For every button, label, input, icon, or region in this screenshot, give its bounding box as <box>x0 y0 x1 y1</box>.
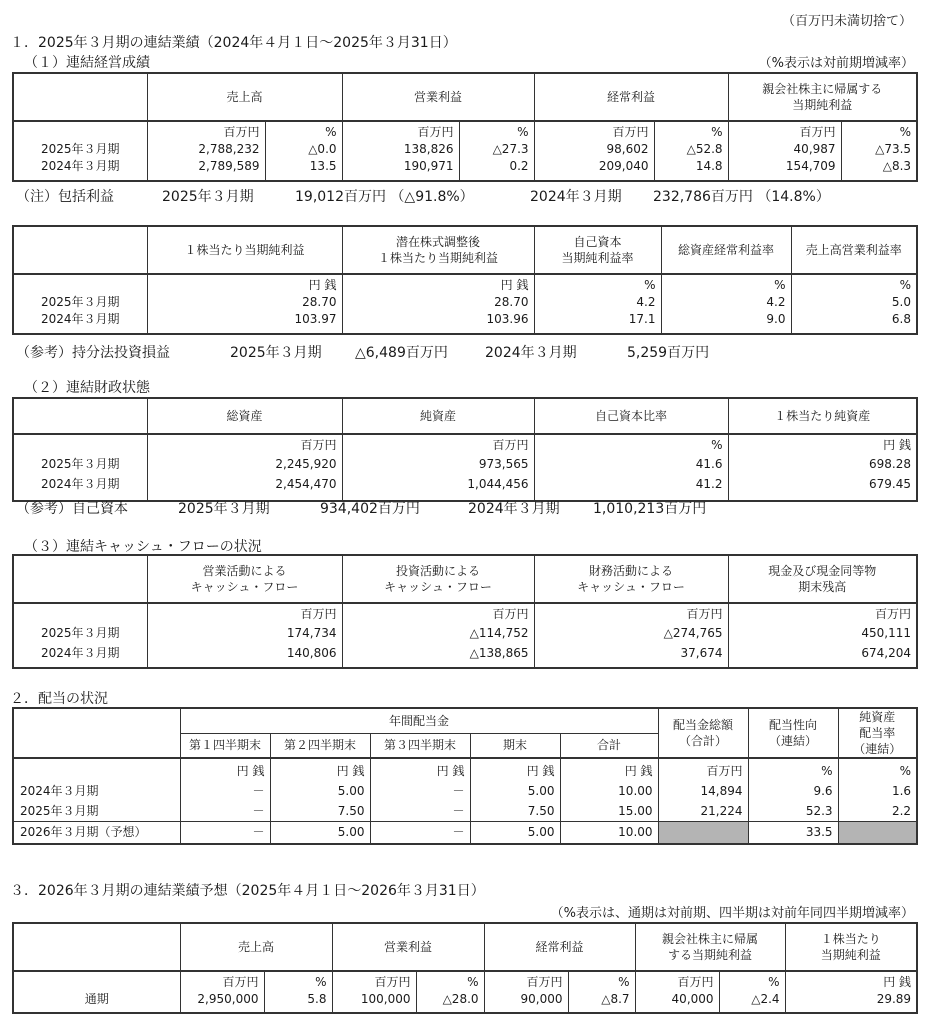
cash-balance-values: 百万円 450,111 674,204 <box>728 603 917 668</box>
roe-values: % 4.2 17.1 <box>534 274 661 334</box>
total-assets-values: 百万円 2,245,920 2,454,470 <box>147 434 342 501</box>
header-equity-ratio: 自己資本比率 <box>534 398 728 434</box>
forecast-table <box>12 922 918 1014</box>
forecast-q2: 5.00 <box>270 822 370 844</box>
operating-profit-forecast-pct: % △28.0 <box>416 971 484 1013</box>
cash-flow-table <box>12 554 918 669</box>
total-values: 円 銭 10.00 15.00 <box>560 758 658 822</box>
equity-method-period2: 2024年３月期 <box>485 345 577 361</box>
row-labels: 2025年３月期 2024年３月期 <box>13 274 147 334</box>
net-assets-values: 百万円 973,565 1,044,456 <box>342 434 534 501</box>
row-labels: 2024年３月期 2025年３月期 <box>13 758 180 822</box>
q2-values: 円 銭 5.00 7.50 <box>270 758 370 822</box>
net-income-pct: % △73.5 △8.3 <box>841 121 917 181</box>
header-diluted-eps: 潜在株式調整後 １株当たり当期純利益 <box>342 226 534 274</box>
equity-method-value1: △6,489百万円 <box>355 345 448 361</box>
ordinary-profit-amount: 百万円 98,602 209,040 <box>534 121 654 181</box>
header-blank <box>13 708 180 758</box>
unit-note: （百万円未満切捨て） <box>781 14 912 29</box>
header-ordinary-profit: 経常利益 <box>484 923 635 971</box>
eps-forecast: 円 銭 29.89 <box>785 971 917 1013</box>
header-q3: 第３四半期末 <box>370 733 470 758</box>
header-operating-profit: 営業利益 <box>342 73 534 121</box>
sub1-pct-note: （%表示は対前期増減率） <box>758 56 914 71</box>
equity-capital-value2: 1,010,213百万円 <box>593 501 707 517</box>
comprehensive-income-value2: 232,786百万円 （14.8%） <box>653 189 830 205</box>
header-total-dividends: 配当金総額 （合計） <box>658 708 748 758</box>
section1-title: １．2025年３月期の連結業績（2024年４月１日～2025年３月31日） <box>10 35 457 51</box>
diluted-eps-values: 円 銭 28.70 103.96 <box>342 274 534 334</box>
forecast-q1: － <box>180 822 270 844</box>
header-total-assets: 総資産 <box>147 398 342 434</box>
forecast-year-end: 5.00 <box>470 822 560 844</box>
equity-method-value2: 5,259百万円 <box>627 345 710 361</box>
q1-values: 円 銭 － － <box>180 758 270 822</box>
net-sales-amount: 百万円 2,788,232 2,789,589 <box>147 121 265 181</box>
row-labels: 2025年３月期 2024年３月期 <box>13 121 147 181</box>
operating-profit-pct: % △27.3 0.2 <box>459 121 534 181</box>
total-dividends-values: 百万円 14,894 21,224 <box>658 758 748 822</box>
header-financing-cf: 財務活動による キャッシュ・フロー <box>534 555 728 603</box>
header-annual-dividends: 年間配当金 <box>180 708 658 733</box>
header-blank <box>13 226 147 274</box>
header-q2: 第２四半期末 <box>270 733 370 758</box>
equity-ratio-values: % 41.6 41.2 <box>534 434 728 501</box>
operating-results-table <box>12 72 918 182</box>
row-labels: 2025年３月期 2024年３月期 <box>13 603 147 668</box>
forecast-total: 10.00 <box>560 822 658 844</box>
equity-capital-label: （参考）自己資本 <box>16 501 128 517</box>
payout-ratio-values: % 9.6 52.3 <box>748 758 838 822</box>
bps-values: 円 銭 698.28 679.45 <box>728 434 917 501</box>
header-net-assets: 純資産 <box>342 398 534 434</box>
equity-capital-period1: 2025年３月期 <box>178 501 270 517</box>
forecast-total-dividends-shaded <box>658 822 748 844</box>
comprehensive-income-value1: 19,012百万円 （△91.8%） <box>295 189 474 205</box>
eps-values: 円 銭 28.70 103.97 <box>147 274 342 334</box>
net-sales-forecast: 百万円 2,950,000 <box>180 971 264 1013</box>
header-bps: １株当たり純資産 <box>728 398 917 434</box>
year-end-values: 円 銭 5.00 7.50 <box>470 758 560 822</box>
equity-capital-period2: 2024年３月期 <box>468 501 560 517</box>
header-eps: １株当たり当期純利益 <box>147 226 342 274</box>
header-eps: １株当たり 当期純利益 <box>785 923 917 971</box>
header-investing-cf: 投資活動による キャッシュ・フロー <box>342 555 534 603</box>
header-net-sales: 売上高 <box>147 73 342 121</box>
net-income-forecast-pct: % △2.4 <box>719 971 785 1013</box>
sub1-title: （１）連結経営成績 <box>24 55 150 71</box>
q3-values: 円 銭 － － <box>370 758 470 822</box>
header-blank <box>13 73 147 121</box>
ordinary-profit-forecast: 百万円 90,000 <box>484 971 568 1013</box>
operating-margin-values: % 5.0 6.8 <box>791 274 917 334</box>
comprehensive-income-label: （注）包括利益 <box>16 189 114 205</box>
ordinary-profit-forecast-pct: % △8.7 <box>568 971 635 1013</box>
section3-pct-note: （%表示は、通期は対前期、四半期は対前年同四半期増減率） <box>550 906 914 921</box>
equity-method-label: （参考）持分法投資損益 <box>16 345 170 361</box>
financing-cf-values: 百万円 △274,765 37,674 <box>534 603 728 668</box>
equity-capital-value1: 934,402百万円 <box>320 501 420 517</box>
header-total: 合計 <box>560 733 658 758</box>
net-sales-forecast-pct: % 5.8 <box>264 971 332 1013</box>
header-net-income: 親会社株主に帰属 する当期純利益 <box>635 923 785 971</box>
comprehensive-income-period1: 2025年３月期 <box>162 189 254 205</box>
sub3-title: （３）連結キャッシュ・フローの状況 <box>24 539 262 555</box>
forecast-q3: － <box>370 822 470 844</box>
header-cash-balance: 現金及び現金同等物 期末残高 <box>728 555 917 603</box>
forecast-payout-ratio: 33.5 <box>748 822 838 844</box>
operating-profit-forecast: 百万円 100,000 <box>332 971 416 1013</box>
ordinary-profit-pct: % △52.8 14.8 <box>654 121 728 181</box>
forecast-doe-shaded <box>838 822 917 844</box>
header-blank <box>13 923 180 971</box>
net-income-forecast: 百万円 40,000 <box>635 971 719 1013</box>
forecast-row-label: 2026年３月期（予想） <box>13 822 180 844</box>
dividends-table <box>12 707 918 845</box>
equity-method-period1: 2025年３月期 <box>230 345 322 361</box>
section3-title: ３．2026年３月期の連結業績予想（2025年４月１日～2026年３月31日） <box>10 883 485 899</box>
header-operating-profit: 営業利益 <box>332 923 484 971</box>
doe-values: % 1.6 2.2 <box>838 758 917 822</box>
header-blank <box>13 398 147 434</box>
sub2-title: （２）連結財政状態 <box>24 380 150 396</box>
header-operating-margin: 売上高営業利益率 <box>791 226 917 274</box>
row-labels: 通期 <box>13 971 180 1013</box>
header-q1: 第１四半期末 <box>180 733 270 758</box>
header-operating-cf: 営業活動による キャッシュ・フロー <box>147 555 342 603</box>
comprehensive-income-period2: 2024年３月期 <box>530 189 622 205</box>
header-roa: 総資産経常利益率 <box>661 226 791 274</box>
header-blank <box>13 555 147 603</box>
net-income-amount: 百万円 40,987 154,709 <box>728 121 841 181</box>
operating-cf-values: 百万円 174,734 140,806 <box>147 603 342 668</box>
section2-title: ２．配当の状況 <box>10 691 108 707</box>
financial-position-table <box>12 397 918 502</box>
header-payout-ratio: 配当性向 （連結） <box>748 708 838 758</box>
investing-cf-values: 百万円 △114,752 △138,865 <box>342 603 534 668</box>
roa-values: % 4.2 9.0 <box>661 274 791 334</box>
header-roe: 自己資本 当期純利益率 <box>534 226 661 274</box>
header-net-income: 親会社株主に帰属する 当期純利益 <box>728 73 917 121</box>
net-sales-pct: % △0.0 13.5 <box>265 121 342 181</box>
header-doe: 純資産 配当率 （連結） <box>838 708 917 758</box>
per-share-ratios-table <box>12 225 918 335</box>
header-year-end: 期末 <box>470 733 560 758</box>
operating-profit-amount: 百万円 138,826 190,971 <box>342 121 459 181</box>
header-net-sales: 売上高 <box>180 923 332 971</box>
row-labels: 2025年３月期 2024年３月期 <box>13 434 147 501</box>
header-ordinary-profit: 経常利益 <box>534 73 728 121</box>
